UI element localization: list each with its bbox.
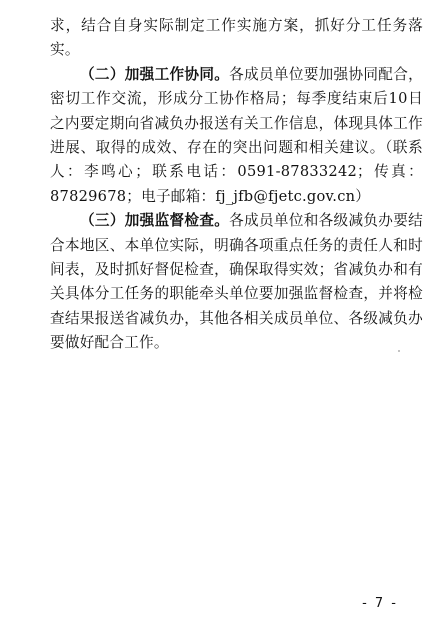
paragraph-text: 各成员单位和各级减负办要结合本地区、本单位实际，明确各项重点任务的责任人和时间表，及时抓好督促检查，确保取得实效；省减负办和有关具体分工任务的职能牵头单位要加强监督检查，并将检查结果报送省减负办，其他各相关成员单位、各级减负办要做好配合工作。 — [50, 212, 423, 352]
document-body — [50, 14, 423, 356]
paragraph-work-coordination — [50, 63, 423, 209]
scan-speck — [398, 350, 400, 352]
paragraph-continuation — [50, 14, 423, 63]
paragraph-text: 求，结合自身实际制定工作实施方案，抓好分工任务落实。 — [50, 17, 423, 59]
paragraph-text: 各成员单位要加强协同配合，密切工作交流，形成分工协作格局；每季度结束后10日之内要定期向省减负办报送有关工作信息，体现具体工作进展、取得的成效、存在的突出问题和相关建议。（联系人：李鸣心；联系电话：0591-87833242；传真：87829678；电子邮箱：fj_jfb@fjetc.gov.cn） — [50, 65, 423, 205]
section-heading-supervision: （三）加强监督检查。 — [80, 212, 230, 230]
section-heading-work-coordination: （二）加强工作协同。 — [80, 65, 230, 83]
page-number: - 7 - — [362, 596, 398, 611]
paragraph-supervision — [50, 209, 423, 355]
